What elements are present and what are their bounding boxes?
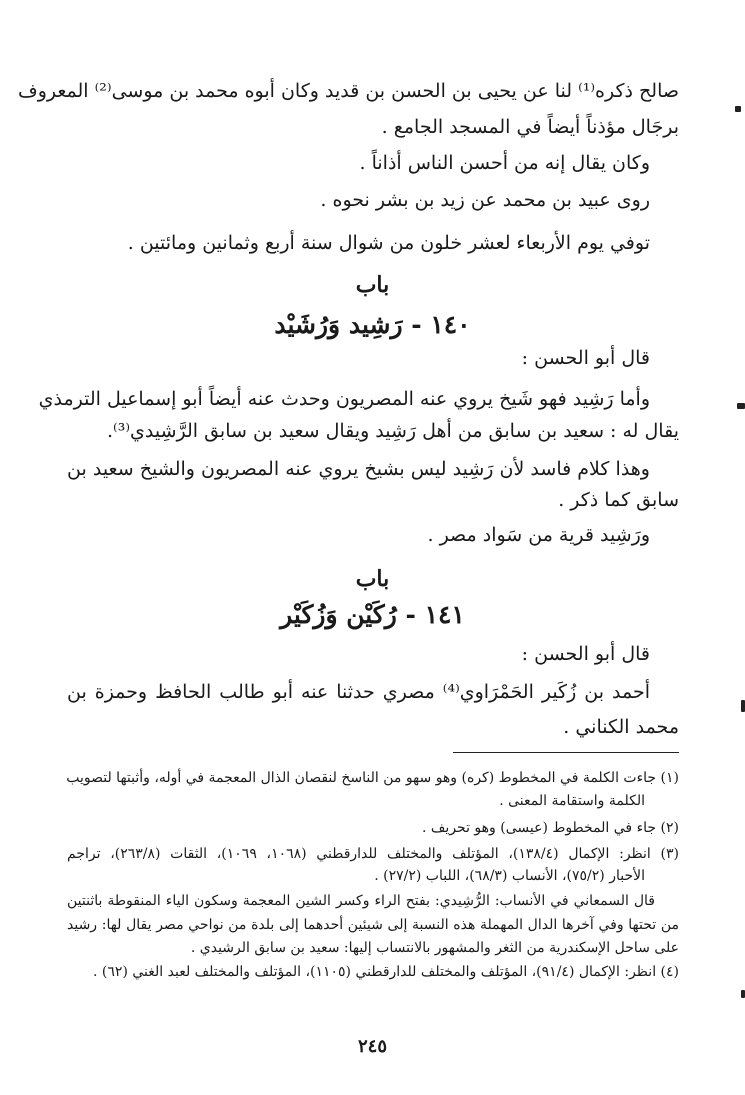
body2-line-3: وهذا كلام فاسد لأن رَشِيد ليس بشيخ يروي عنه المصريون والشيخ سعيد بن [67, 458, 650, 480]
body-line-5: توفي يوم الأربعاء لعشر خلون من شوال سنة أربع وثمانين ومائتين . [127, 232, 650, 254]
qala-line-2: قال أبو الحسن : [521, 643, 650, 665]
scan-edge-mark [741, 990, 745, 998]
footnote-3-line-2: الأحبار (٧٥/٢)، الأنساب (٦٨/٣)، اللباب (٢٧/٢) . [374, 868, 645, 884]
scan-edge-mark [737, 403, 745, 409]
footnote-3-line-3: قال السمعاني في الأنساب: الرُّشِيدي: بفتح الراء وكسر الشين المعجمة وسكون الياء المنقوطة باثنتين [67, 893, 655, 909]
body2-line-1: وأما رَشِيد فهو شَيخ يروي عنه المصريون وحدث عنه أيضاً أبو إسماعيل الترمذي [38, 388, 650, 410]
footnote-3-line-1: (٣) انظر: الإكمال (١٣٨/٤)، المؤتلف والمختلف للدارقطني (١٠٦٨، ١٠٦٩)، الثقات (٢٦٣/٨)، تراجم [67, 846, 679, 862]
body2-line-2: يقال له : سعيد بن سابق من أهل رَشِيد ويقال سعيد بن سابق الرَّشِيدي⁽³⁾. [106, 420, 679, 442]
body-line-2: برجَال مؤذناً أيضاً في المسجد الجامع . [381, 116, 679, 138]
page-number: ٢٤٥ [357, 1036, 387, 1057]
footnote-3-line-5: على ساحل الإسكندرية من الثغر والمشهور بالانتساب إليها: سعيد بن سابق الرشيدي . [190, 940, 679, 956]
body3-line-2: محمد الكناني . [563, 716, 679, 738]
footnote-4: (٤) انظر: الإكمال (٩١/٤)، المؤتلف والمختلف للدارقطني (١١٠٥)، المؤتلف والمختلف لعبد الغني (٦٢) . [93, 964, 679, 980]
footnote-1-line-2: الكلمة واستقامة المعنى . [499, 793, 645, 809]
scan-edge-mark [735, 106, 741, 112]
body-line-3: وكان يقال إنه من أحسن الناس أذاناً . [359, 152, 650, 174]
entry-heading-140: ١٤٠ - رَشِيد وَرُشَيْد [274, 310, 471, 339]
footnote-1-line-1: (١) جاءت الكلمة في المخطوط (كره) وهو سهو من الناسخ لنقصان الذال المعجمة في أوله، وأثبتها لتصويب [66, 770, 679, 786]
footnote-2: (٢) جاء في المخطوط (عيسى) وهو تحريف . [422, 820, 679, 836]
footnote-3-line-4: من تحتها وفي آخرها الدال المهملة هذه النسبة إلى شيئين أحدهما إلى بلدة من نواحي مصر يقال لها: رشيد [67, 917, 679, 933]
body-line-4: روى عبيد بن محمد عن زيد بن بشر نحوه . [320, 189, 650, 211]
scan-edge-mark [741, 700, 745, 712]
footnote-separator [453, 752, 679, 753]
chapter-heading-bab-2: باب [355, 566, 390, 592]
qala-line-1: قال أبو الحسن : [521, 347, 650, 369]
body3-line-1: أحمد بن زُكَير الحَمْرَاوي⁽⁴⁾ مصري حدثنا عنه أبو طالب الحافظ وحمزة بن [67, 681, 650, 703]
body2-line-4: سابق كما ذكر . [558, 489, 679, 511]
body-line-1: صالح ذكره⁽¹⁾ لنا عن يحيى بن الحسن بن قديد وكان أبوه محمد بن موسى⁽²⁾ المعروف [18, 80, 679, 102]
chapter-heading-bab: باب [355, 272, 390, 298]
body2-line-5: ورَشِيد قرية من سَواد مصر . [427, 524, 650, 546]
entry-heading-141: ١٤١ - رُكَيْن وَزُكَيْر [280, 600, 465, 629]
